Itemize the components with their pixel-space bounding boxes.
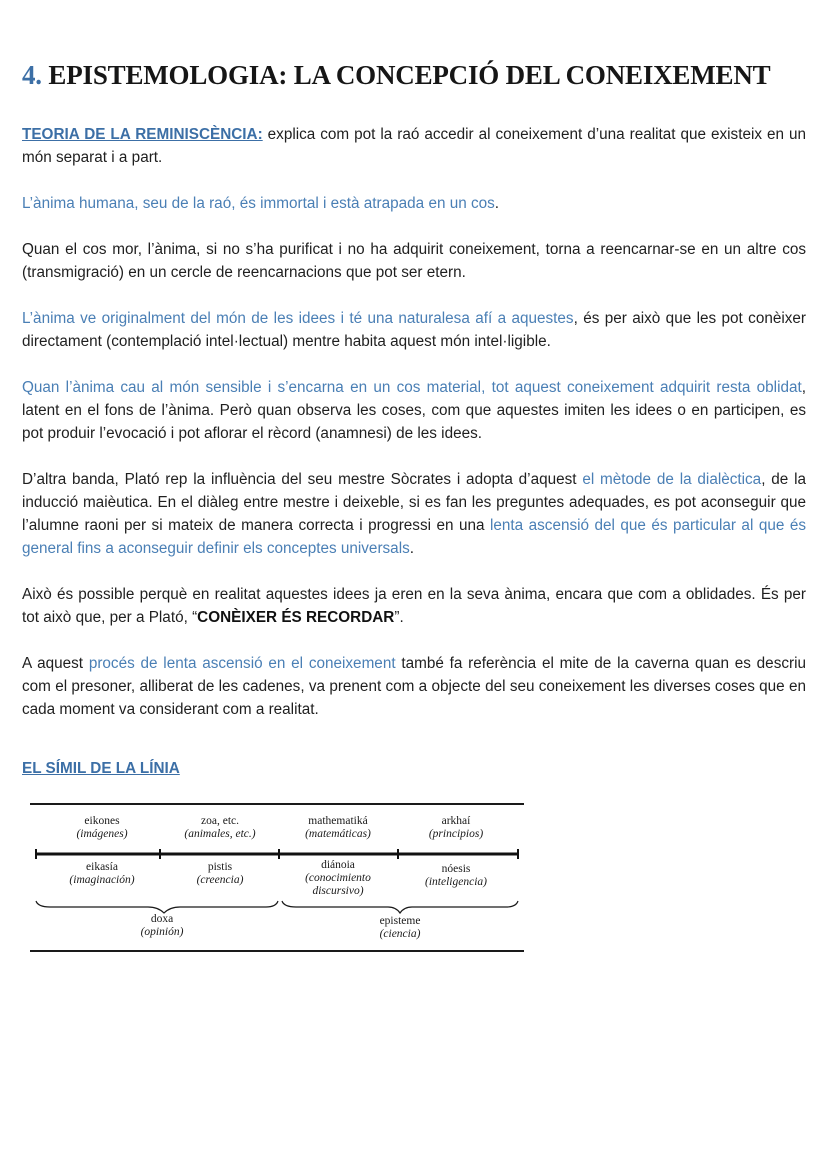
cave-highlight: procés de lenta ascensió en el coneixement <box>88 655 396 672</box>
remembering-strong: CONÈIXER ÉS RECORDAR <box>197 609 395 626</box>
label-zoa: zoa, etc. (animales, etc.) <box>184 815 256 840</box>
soul-immortal-highlight: L’ànima humana, seu de la raó, és immortal i està atrapada en un cos <box>22 195 495 212</box>
label-noesis: nóesis (inteligencia) <box>425 863 487 888</box>
paragraph-reminiscence <box>22 123 806 169</box>
remembering-text-2: ”. <box>394 609 404 626</box>
label-eikones: eikones (imágenes) <box>76 815 128 840</box>
label-doxa: doxa (opinión) <box>140 913 184 938</box>
dialectic-highlight-2: lenta ascensió del que és particular al que és general fins a aconseguir definir els conceptes universals <box>22 517 806 557</box>
paragraph-knowing-is-remembering <box>22 583 806 629</box>
label-eikasia: eikasía (imaginación) <box>69 861 135 886</box>
world-of-ideas-highlight: L’ànima ve originalment del món de les idees i té una naturalesa afí a aquestes <box>22 310 574 327</box>
dialectic-highlight-1: el mètode de la dialèctica <box>582 471 762 488</box>
paragraph-dialectic <box>22 468 806 560</box>
label-pistis: pistis (creencia) <box>196 861 244 886</box>
line-simile-heading: EL SÍMIL DE LA LÍNIA <box>22 760 180 777</box>
cave-text-1: A aquest <box>22 655 89 672</box>
cave-text-2: també fa referència el mite de la caverna quan es descriu com el presoner, alliberat de les cadenes, va prenent com a objecte del seu coneixement les diverses coses que en cada moment va considerant com a realitat. <box>22 655 806 718</box>
dialectic-text-2: , de la inducció maièutica. En el diàleg entre mestre i deixeble, si es fan les preguntes adequades, es pot aconseguir que l’alumne raoni per si mateix de manera correcta i progressi en una <box>22 471 807 534</box>
reminiscence-text: explica com pot la raó accedir al coneixement d’una realitat que existeix en un món separat i a part. <box>22 126 806 166</box>
remembering-text: Això és possible perquè en realitat aquestes idees ja eren en la seva ànima, encara que com a oblidades. És per tot això que, per a Plató, “ <box>22 586 806 626</box>
divided-line-diagram <box>30 803 524 953</box>
page-title <box>22 60 770 91</box>
paragraph-world-of-ideas <box>22 307 806 353</box>
anamnesis-highlight: Quan l’ànima cau al món sensible i s’encarna en un cos material, tot aquest coneixement adquirit resta oblidat <box>22 379 802 396</box>
label-arkhai: arkhaí (principios) <box>428 815 484 840</box>
label-dianoia: diánoia (conocimiento discursivo) <box>305 859 371 897</box>
anamnesis-text: , latent en el fons de l’ànima. Però quan observa les coses, com que aquestes imiten les idees o en participen, es pot produir l’evocació i pot aflorar el rècord (anamnesi) de les idees. <box>22 379 806 442</box>
reminiscence-heading: TEORIA DE LA REMINISCÈNCIA: <box>22 126 263 143</box>
paragraph-soul-immortal <box>22 192 806 215</box>
doxa-brace <box>36 901 278 913</box>
transmigration-text: Quan el cos mor, l’ànima, si no s’ha purificat i no ha adquirit coneixement, torna a reencarnar-se en un altre cos (transmigració) en un cercle de reencarnacions que pot ser etern. <box>22 241 806 281</box>
dialectic-text-1: D’altra banda, Plató rep la influència del seu mestre Sòcrates i adopta d’aquest <box>22 471 583 488</box>
soul-immortal-text: . <box>494 195 500 212</box>
label-episteme: episteme (ciencia) <box>379 915 421 940</box>
title-number: 4. <box>22 60 42 90</box>
paragraph-cave-myth <box>22 652 806 721</box>
title-text: EPISTEMOLOGIA: LA CONCEPCIÓ DEL CONEIXEMENT <box>48 60 771 90</box>
world-of-ideas-text: , és per això que les pot conèixer directament (contemplació intel·lectual) mentre habita aquest món intel·ligible. <box>22 310 806 350</box>
paragraph-transmigration <box>22 238 806 284</box>
episteme-brace <box>282 901 518 913</box>
paragraph-anamnesis <box>22 376 806 445</box>
dialectic-text-3: . <box>409 540 414 557</box>
label-mathematika: mathematiká (matemáticas) <box>305 815 371 840</box>
section-title-line-simile <box>22 757 180 780</box>
